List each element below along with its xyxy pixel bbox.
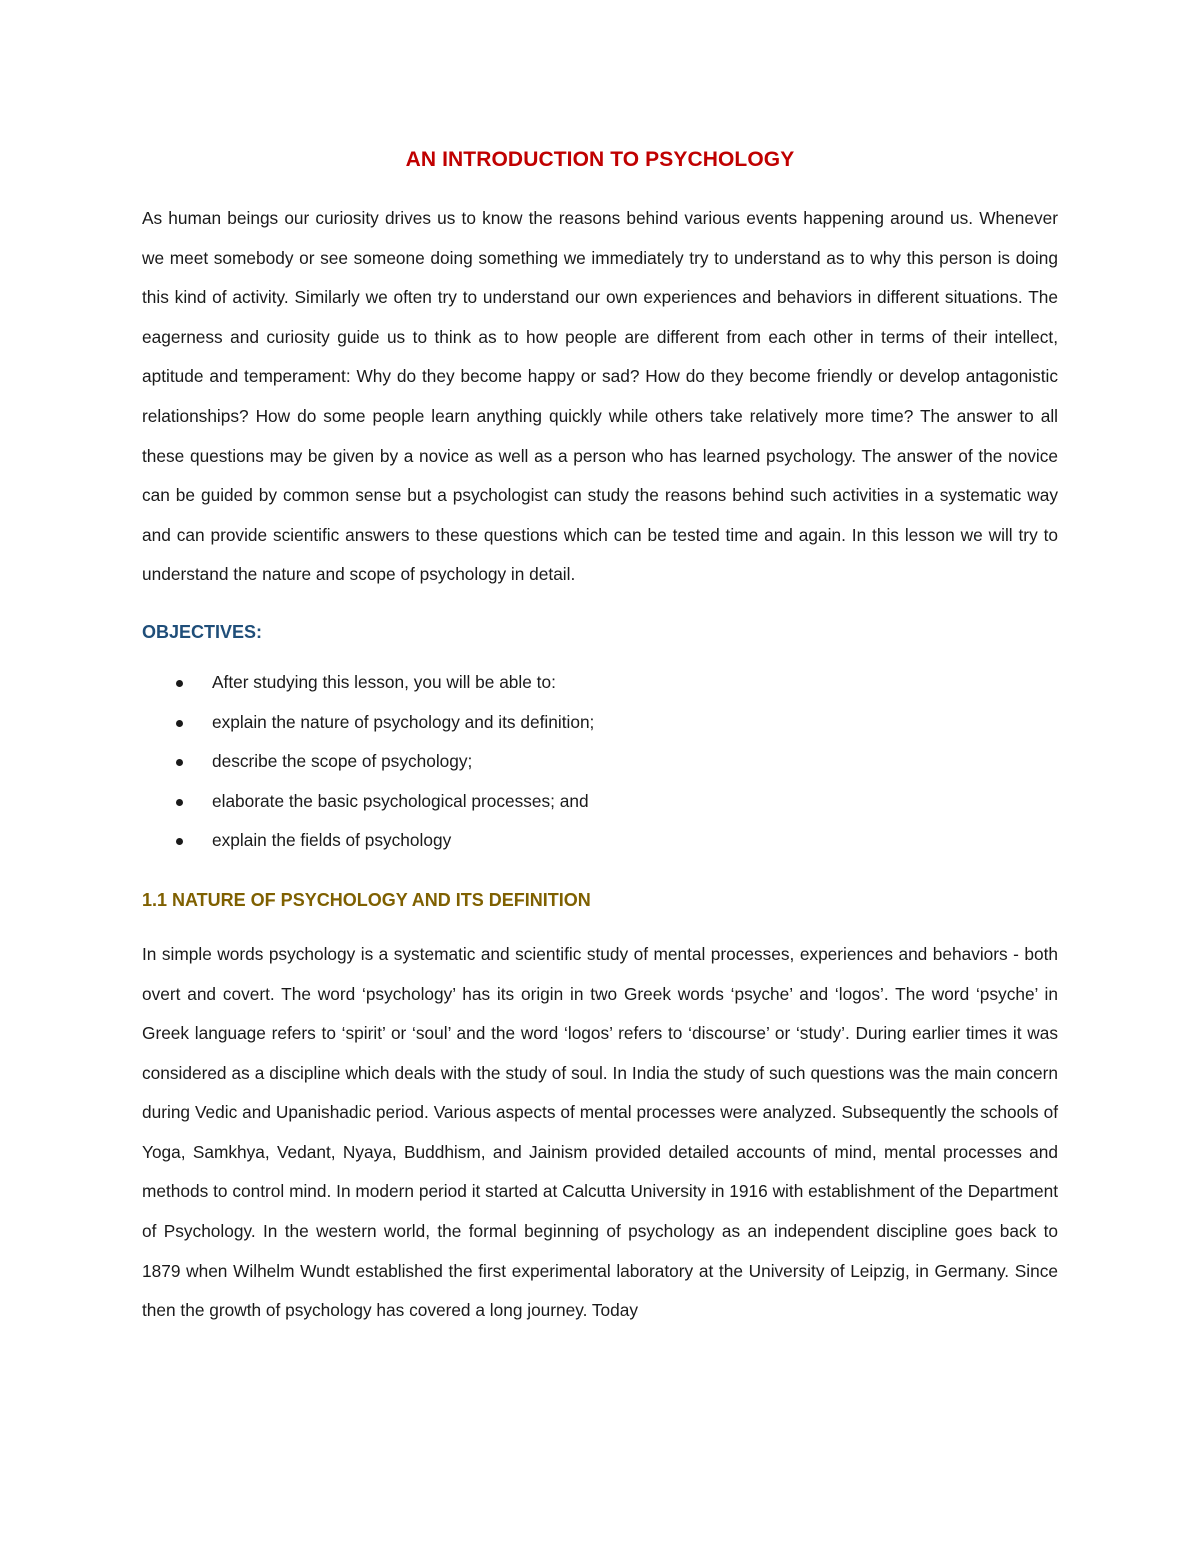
- objective-item: [142, 782, 1058, 822]
- objective-item: [142, 821, 1058, 861]
- objectives-heading: OBJECTIVES:: [142, 621, 263, 642]
- objective-text: elaborate the basic psychological processes; and: [212, 790, 589, 811]
- bullet-icon: [176, 799, 183, 806]
- bullet-icon: [176, 720, 183, 727]
- objective-text: describe the scope of psychology;: [212, 751, 473, 772]
- bullet-icon: [176, 680, 183, 687]
- objective-text: explain the nature of psychology and its definition;: [212, 711, 595, 732]
- objective-item: [142, 742, 1058, 782]
- bullet-icon: [176, 838, 183, 845]
- intro-paragraph: As human beings our curiosity drives us to know the reasons behind various events happening around us. Whenever we meet somebody or see someone doing something we immediately try to understand as to why this person is doing this kind of activity. Similarly we often try to understand our own experiences and behaviors in different situations. The eagerness and curiosity guide us to think as to how people are different from each other in terms of their intellect, aptitude and temperament: Why do they become happy or sad? How do they become friendly or develop antagonistic relationships? How do some people learn anything quickly while others take relatively more time? The answer to all these questions may be given by a novice as well as a person who has learned psychology. The answer of the novice can be guided by common sense but a psychologist can study the reasons behind such activities in a systematic way and can provide scientific answers to these questions which can be tested time and again. In this lesson we will try to understand the nature and scope of psychology in detail.: [142, 208, 1058, 585]
- document-title: AN INTRODUCTION TO PSYCHOLOGY: [405, 148, 795, 171]
- objective-item: [142, 663, 1058, 703]
- objective-text: explain the fields of psychology: [212, 830, 452, 851]
- bullet-icon: [176, 759, 183, 766]
- section-1-1-paragraph: In simple words psychology is a systematic and scientific study of mental processes, experiences and behaviors - both overt and covert. The word ‘psychology’ has its origin in two Greek words ‘psyche’ and ‘logos’. The word ‘psyche’ in Greek language refers to ‘spirit’ or ‘soul’ and the word ‘logos’ refers to ‘discourse’ or ‘study’. During earlier times it was considered as a discipline which deals with the study of soul. In India the study of such questions was the main concern during Vedic and Upanishadic period. Various aspects of mental processes were analyzed. Subsequently the schools of Yoga, Samkhya, Vedant, Nyaya, Buddhism, and Jainism provided detailed accounts of mind, mental processes and methods to control mind. In modern period it started at Calcutta University in 1916 with establishment of the Department of Psychology. In the western world, the formal beginning of psychology as an independent discipline goes back to 1879 when Wilhelm Wundt established the first experimental laboratory at the University of Leipzig, in Germany. Since then the growth of psychology has covered a long journey. Today: [142, 943, 1058, 1321]
- objective-text: After studying this lesson, you will be able to:: [212, 671, 556, 692]
- document-page: [142, 143, 1058, 1331]
- objective-item: [142, 703, 1058, 743]
- section-1-1-heading: 1.1 NATURE OF PSYCHOLOGY AND ITS DEFINITION: [142, 889, 591, 910]
- objectives-list: [142, 663, 1058, 861]
